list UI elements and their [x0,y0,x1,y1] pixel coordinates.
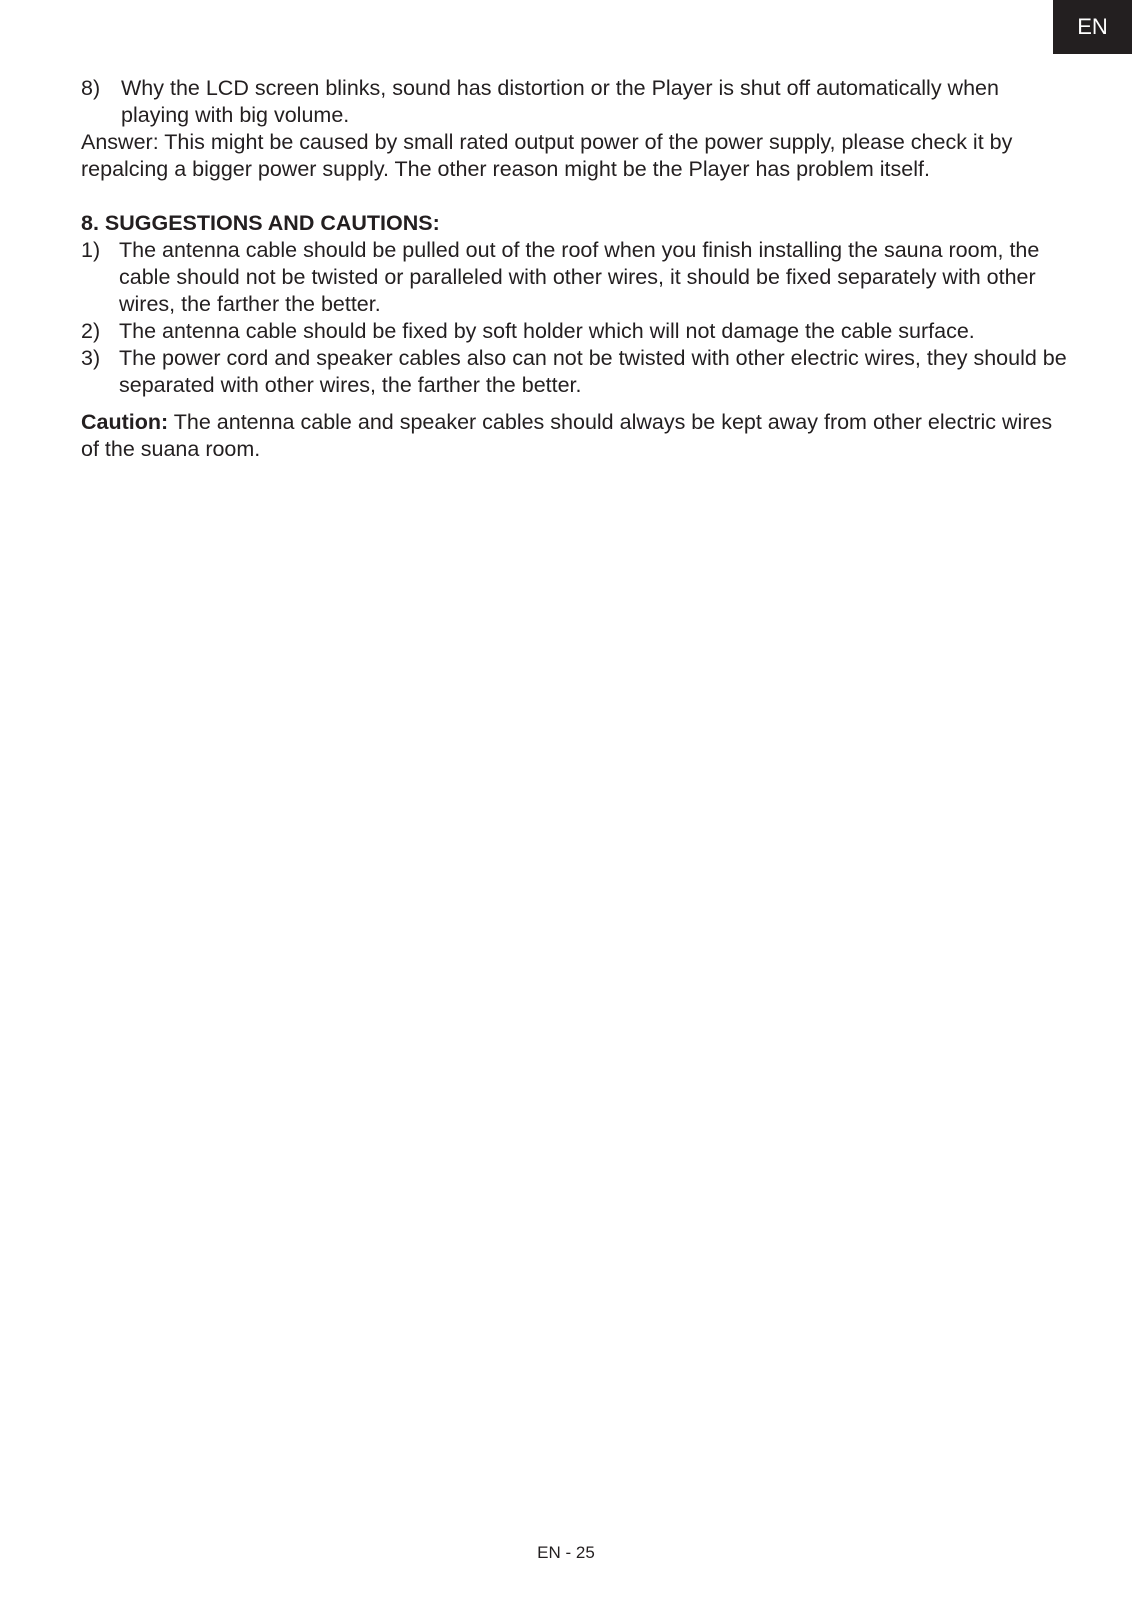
list-item [81,345,1071,399]
list-item [81,318,1071,345]
list-item [81,237,1071,318]
section-heading: 8. SUGGESTIONS AND CAUTIONS: [81,211,440,235]
language-tab-label: EN [1077,14,1108,39]
faq-number: 8) [81,76,101,100]
page-content [81,75,1071,463]
faq-item [81,75,1071,129]
list-item-number: 3) [81,346,101,370]
list-item-text: The antenna cable should be fixed by soft holder which will not damage the cable surface. [119,319,975,343]
caution-text: The antenna cable and speaker cables should always be kept away from other electric wires of the suana room. [81,410,1053,461]
faq-question: Why the LCD screen blinks, sound has distortion or the Player is shut off automatically when playing with big volume. [121,76,999,127]
caution-note [81,409,1071,463]
list-item-text: The power cord and speaker cables also can not be twisted with other electric wires, they should be separated with other wires, the farther the better. [119,346,1067,397]
language-tab [1053,0,1132,54]
list-item-text: The antenna cable should be pulled out of the roof when you finish installing the sauna room, the cable should not be twisted or paralleled with other wires, it should be fixed separately with other wires, the farther the better. [119,238,1040,316]
faq-answer: Answer: This might be caused by small rated output power of the power supply, please check it by repalcing a bigger power supply. The other reason might be the Player has problem itself. [81,130,1013,181]
list-item-number: 1) [81,238,101,262]
caution-label: Caution: [81,410,169,434]
page-number: EN - 25 [537,1543,595,1562]
list-item-number: 2) [81,319,101,343]
